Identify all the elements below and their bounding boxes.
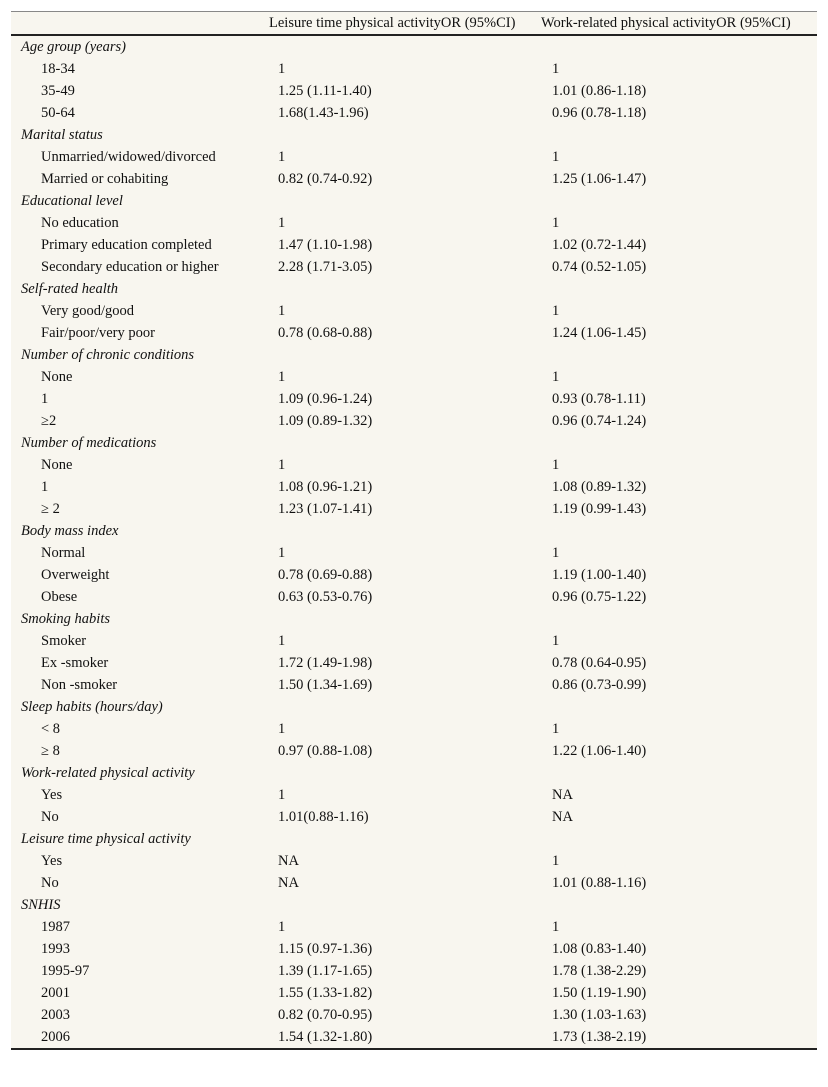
row-label: None	[41, 369, 73, 385]
table-row	[11, 674, 817, 696]
row-label: Unmarried/widowed/divorced	[41, 149, 216, 165]
work-or-value: 1	[552, 149, 560, 165]
section-title: Body mass index	[21, 523, 119, 539]
leisure-or-value: 1.09 (0.89-1.32)	[278, 413, 373, 429]
table-row	[11, 168, 817, 190]
work-or-value: NA	[552, 787, 573, 803]
table-row	[11, 146, 817, 168]
table-row	[11, 454, 817, 476]
table-row	[11, 366, 817, 388]
table-row	[11, 388, 817, 410]
leisure-or-value: 1	[278, 149, 286, 165]
section-row	[11, 344, 817, 366]
row-label: 50-64	[41, 105, 75, 121]
row-label: Very good/good	[41, 303, 135, 319]
header-work: Work-related physical activityOR (95%CI)	[539, 12, 817, 35]
work-or-value: 1.73 (1.38-2.19)	[552, 1029, 647, 1045]
work-or-value: 1.50 (1.19-1.90)	[552, 985, 647, 1001]
table-row	[11, 542, 817, 564]
leisure-or-value: 1.68(1.43-1.96)	[278, 105, 369, 121]
section-title: Self-rated health	[21, 281, 119, 297]
section-row	[11, 432, 817, 454]
leisure-or-value: 0.63 (0.53-0.76)	[278, 589, 373, 605]
section-title: Age group (years)	[21, 39, 126, 55]
row-label: None	[41, 457, 73, 473]
table-body	[11, 35, 817, 1048]
leisure-or-value: 1.54 (1.32-1.80)	[278, 1029, 373, 1045]
leisure-or-value: 1.72 (1.49-1.98)	[278, 655, 373, 671]
table-row	[11, 102, 817, 124]
table-row	[11, 498, 817, 520]
header-row	[11, 12, 817, 35]
section-row	[11, 894, 817, 916]
section-title: Smoking habits	[21, 611, 111, 627]
work-or-value: 0.86 (0.73-0.99)	[552, 677, 647, 693]
row-label: < 8	[41, 721, 61, 737]
row-label: No	[41, 875, 59, 891]
leisure-or-value: 1	[278, 457, 286, 473]
table-row	[11, 586, 817, 608]
table-row	[11, 80, 817, 102]
section-row	[11, 608, 817, 630]
table-row	[11, 1004, 817, 1026]
section-row	[11, 520, 817, 542]
table-row	[11, 58, 817, 80]
leisure-or-value: 2.28 (1.71-3.05)	[278, 259, 373, 275]
work-or-value: 1	[552, 633, 560, 649]
header-leisure: Leisure time physical activityOR (95%CI)	[267, 12, 539, 35]
row-label: No	[41, 809, 59, 825]
work-or-value: 1.01 (0.88-1.16)	[552, 875, 647, 891]
table-row	[11, 1026, 817, 1048]
work-or-value: 0.96 (0.78-1.18)	[552, 105, 647, 121]
table-row	[11, 850, 817, 872]
leisure-or-value: 1	[278, 369, 286, 385]
row-label: 1995-97	[41, 963, 90, 979]
table-row	[11, 960, 817, 982]
row-label: ≥ 2	[41, 501, 60, 517]
leisure-or-value: 1.47 (1.10-1.98)	[278, 237, 373, 253]
work-or-value: 1.30 (1.03-1.63)	[552, 1007, 647, 1023]
row-label: 1	[41, 391, 49, 407]
leisure-or-value: 1.08 (0.96-1.21)	[278, 479, 373, 495]
leisure-or-value: 1	[278, 633, 286, 649]
leisure-or-value: NA	[278, 875, 299, 891]
table-row	[11, 410, 817, 432]
section-title: Number of medications	[21, 435, 157, 451]
table-row	[11, 872, 817, 894]
leisure-or-value: 0.78 (0.68-0.88)	[278, 325, 373, 341]
work-or-value: 0.74 (0.52-1.05)	[552, 259, 647, 275]
row-label: 1987	[41, 919, 70, 935]
work-or-value: 1	[552, 369, 560, 385]
work-or-value: 1	[552, 721, 560, 737]
leisure-or-value: 1	[278, 787, 286, 803]
row-label: No education	[41, 215, 119, 231]
leisure-or-value: 1.25 (1.11-1.40)	[278, 83, 372, 99]
row-label: Yes	[41, 787, 63, 803]
leisure-or-value: 1	[278, 215, 286, 231]
section-title: Number of chronic conditions	[21, 347, 195, 363]
work-or-value: 1	[552, 303, 560, 319]
table-row	[11, 300, 817, 322]
odds-ratio-table-container	[11, 11, 817, 1050]
work-or-value: 1	[552, 61, 560, 77]
row-label: 1993	[41, 941, 70, 957]
header-variable	[11, 12, 267, 35]
leisure-or-value: 1.01(0.88-1.16)	[278, 809, 369, 825]
leisure-or-value: 1.39 (1.17-1.65)	[278, 963, 373, 979]
leisure-or-value: 1	[278, 61, 286, 77]
table-row	[11, 212, 817, 234]
row-label: 2003	[41, 1007, 70, 1023]
section-title: Sleep habits (hours/day)	[21, 699, 163, 715]
work-or-value: 0.78 (0.64-0.95)	[552, 655, 647, 671]
work-or-value: 1.19 (1.00-1.40)	[552, 567, 647, 583]
section-title: Leisure time physical activity	[21, 831, 191, 847]
row-label: 35-49	[41, 83, 75, 99]
table-row	[11, 938, 817, 960]
table-row	[11, 256, 817, 278]
table-row	[11, 234, 817, 256]
work-or-value: 1.01 (0.86-1.18)	[552, 83, 647, 99]
leisure-or-value: NA	[278, 853, 299, 869]
section-row	[11, 35, 817, 58]
work-or-value: 0.93 (0.78-1.11)	[552, 391, 646, 407]
row-label: 2006	[41, 1029, 70, 1045]
work-or-value: 1	[552, 545, 560, 561]
row-label: Obese	[41, 589, 78, 605]
work-or-value: 1.22 (1.06-1.40)	[552, 743, 647, 759]
leisure-or-value: 0.78 (0.69-0.88)	[278, 567, 373, 583]
row-label: ≥2	[41, 413, 57, 429]
work-or-value: 1.24 (1.06-1.45)	[552, 325, 647, 341]
row-label: Ex -smoker	[41, 655, 109, 671]
table-row	[11, 652, 817, 674]
section-title: Marital status	[21, 127, 103, 143]
leisure-or-value: 1	[278, 721, 286, 737]
leisure-or-value: 1.15 (0.97-1.36)	[278, 941, 373, 957]
table-row	[11, 740, 817, 762]
leisure-or-value: 1	[278, 919, 286, 935]
work-or-value: 1.25 (1.06-1.47)	[552, 171, 647, 187]
leisure-or-value: 1.23 (1.07-1.41)	[278, 501, 373, 517]
table-row	[11, 718, 817, 740]
table-row	[11, 322, 817, 344]
leisure-or-value: 1	[278, 303, 286, 319]
table-row	[11, 806, 817, 828]
section-row	[11, 124, 817, 146]
row-label: Smoker	[41, 633, 87, 649]
table-row	[11, 630, 817, 652]
work-or-value: 1	[552, 457, 560, 473]
work-or-value: 1.19 (0.99-1.43)	[552, 501, 647, 517]
leisure-or-value: 1.55 (1.33-1.82)	[278, 985, 373, 1001]
table-row	[11, 476, 817, 498]
leisure-or-value: 0.82 (0.70-0.95)	[278, 1007, 373, 1023]
table-row	[11, 784, 817, 806]
leisure-or-value: 0.82 (0.74-0.92)	[278, 171, 373, 187]
section-row	[11, 696, 817, 718]
row-label: 1	[41, 479, 49, 495]
leisure-or-value: 0.97 (0.88-1.08)	[278, 743, 373, 759]
odds-ratio-table	[11, 12, 817, 1048]
section-row	[11, 762, 817, 784]
table-row	[11, 916, 817, 938]
work-or-value: NA	[552, 809, 573, 825]
section-title: Work-related physical activity	[21, 765, 195, 781]
work-or-value: 0.96 (0.74-1.24)	[552, 413, 647, 429]
work-or-value: 1.78 (1.38-2.29)	[552, 963, 647, 979]
section-title: Educational level	[21, 193, 123, 209]
row-label: Secondary education or higher	[41, 259, 219, 275]
work-or-value: 0.96 (0.75-1.22)	[552, 589, 647, 605]
row-label: Normal	[41, 545, 86, 561]
row-label: Non -smoker	[41, 677, 118, 693]
row-label: ≥ 8	[41, 743, 60, 759]
row-label: 18-34	[41, 61, 75, 77]
work-or-value: 1.08 (0.89-1.32)	[552, 479, 647, 495]
table-row	[11, 982, 817, 1004]
row-label: Overweight	[41, 567, 110, 583]
work-or-value: 1.08 (0.83-1.40)	[552, 941, 647, 957]
row-label: Primary education completed	[41, 237, 212, 253]
work-or-value: 1.02 (0.72-1.44)	[552, 237, 647, 253]
section-row	[11, 278, 817, 300]
row-label: Yes	[41, 853, 63, 869]
section-row	[11, 828, 817, 850]
section-title: SNHIS	[21, 897, 61, 913]
row-label: 2001	[41, 985, 70, 1001]
leisure-or-value: 1.50 (1.34-1.69)	[278, 677, 373, 693]
section-row	[11, 190, 817, 212]
work-or-value: 1	[552, 853, 560, 869]
work-or-value: 1	[552, 919, 560, 935]
row-label: Married or cohabiting	[41, 171, 169, 187]
table-header	[11, 12, 817, 35]
row-label: Fair/poor/very poor	[41, 325, 155, 341]
leisure-or-value: 1	[278, 545, 286, 561]
leisure-or-value: 1.09 (0.96-1.24)	[278, 391, 373, 407]
work-or-value: 1	[552, 215, 560, 231]
table-row	[11, 564, 817, 586]
